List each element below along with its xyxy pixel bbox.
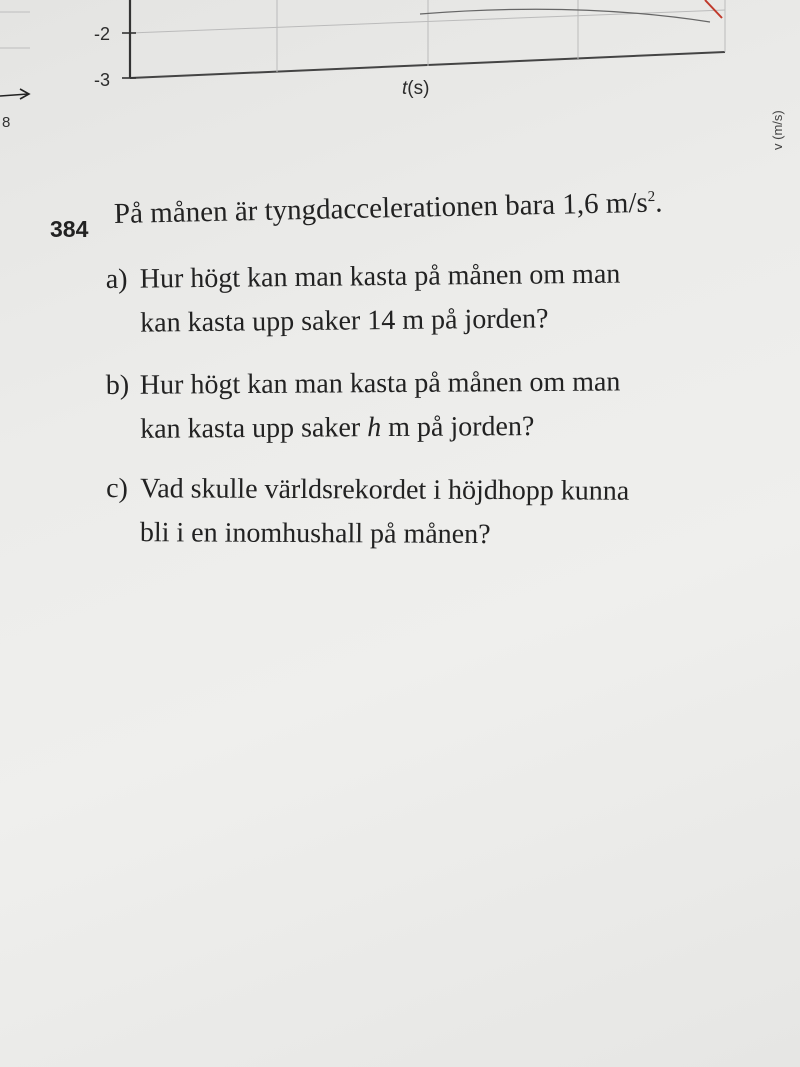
part-text: Hur högt kan man kasta på månen om man [139,258,621,295]
part-text: bli i en inomhushall på månen? [139,517,491,551]
problem-number: 384 [50,216,89,242]
y-tick-label: -2 [94,24,111,44]
problem-part-c [106,467,630,558]
red-mark [705,0,722,18]
part-letter: a) [105,263,128,296]
part-text: Vad skulle världsrekordet i höjdhopp kunna [140,473,630,507]
side-number: 8 [2,114,11,131]
part-text: kan kasta upp saker h m på jorden? [140,411,535,445]
problem-part-a [106,253,621,346]
part-letter: c) [106,473,128,505]
graph-grid [0,0,800,140]
part-text: kan kasta upp saker 14 m på jorden? [140,303,549,339]
problem-part-b [106,360,621,452]
side-axis-label: v (m/s) [770,110,785,150]
part-text: Hur högt kan man kasta på månen om man [139,366,621,401]
part-letter: b) [105,369,130,402]
left-arrow [0,94,28,96]
problem-statement: På månen är tyngdaccelerationen bara 1,6 $m/s^2$. [113,186,663,230]
y-tick-label: -3 [94,70,111,90]
x-axis-label: t(s) [402,78,430,99]
graph-fragment [0,0,800,140]
